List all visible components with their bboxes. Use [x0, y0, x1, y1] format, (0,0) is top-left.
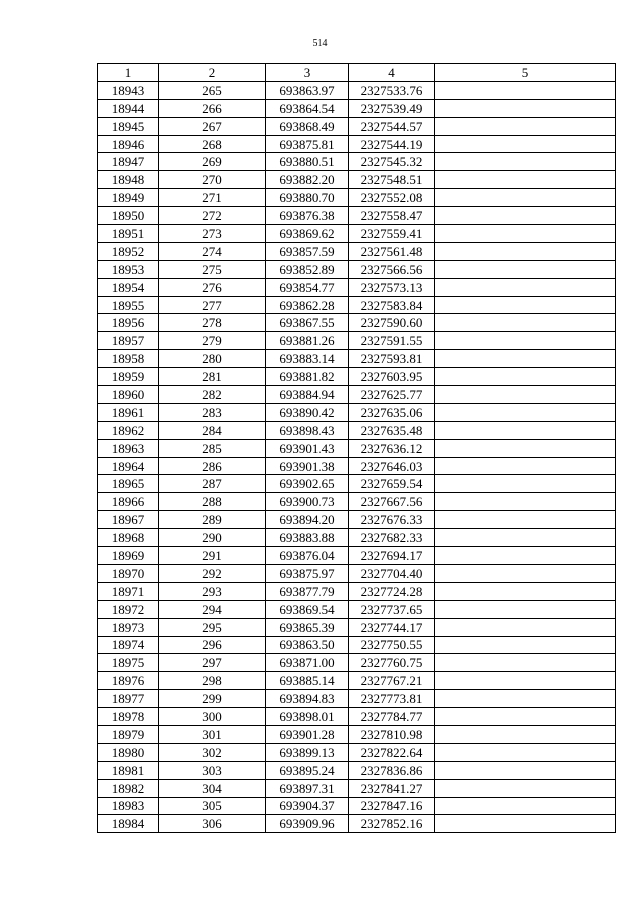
y-coordinate-cell: 2327559.41 — [349, 225, 435, 243]
table-row — [98, 296, 616, 314]
table-row — [98, 690, 616, 708]
point-number-cell: 18956 — [98, 314, 159, 332]
vertex-index-cell: 281 — [159, 368, 266, 386]
x-coordinate-cell: 693865.39 — [266, 618, 349, 636]
point-number-cell: 18948 — [98, 171, 159, 189]
point-number-cell: 18960 — [98, 386, 159, 404]
vertex-index-cell: 296 — [159, 636, 266, 654]
table-row — [98, 260, 616, 278]
vertex-index-cell: 276 — [159, 278, 266, 296]
y-coordinate-cell: 2327573.13 — [349, 278, 435, 296]
x-coordinate-cell: 693864.54 — [266, 99, 349, 117]
note-cell — [435, 225, 616, 243]
note-cell — [435, 350, 616, 368]
x-coordinate-cell: 693876.04 — [266, 547, 349, 565]
y-coordinate-cell: 2327552.08 — [349, 189, 435, 207]
note-cell — [435, 99, 616, 117]
table-row — [98, 314, 616, 332]
x-coordinate-cell: 693909.96 — [266, 815, 349, 833]
coordinates-table — [97, 63, 616, 833]
table-row — [98, 135, 616, 153]
point-number-cell: 18945 — [98, 117, 159, 135]
point-number-cell: 18962 — [98, 421, 159, 439]
x-coordinate-cell: 693883.14 — [266, 350, 349, 368]
vertex-index-cell: 293 — [159, 582, 266, 600]
y-coordinate-cell: 2327591.55 — [349, 332, 435, 350]
x-coordinate-cell: 693880.70 — [266, 189, 349, 207]
table-row — [98, 439, 616, 457]
y-coordinate-cell: 2327822.64 — [349, 743, 435, 761]
vertex-index-cell: 267 — [159, 117, 266, 135]
point-number-cell: 18972 — [98, 600, 159, 618]
x-coordinate-cell: 693854.77 — [266, 278, 349, 296]
point-number-cell: 18943 — [98, 81, 159, 99]
x-coordinate-cell: 693871.00 — [266, 654, 349, 672]
x-coordinate-cell: 693898.01 — [266, 708, 349, 726]
y-coordinate-cell: 2327593.81 — [349, 350, 435, 368]
table-row — [98, 725, 616, 743]
table-row — [98, 582, 616, 600]
table-row — [98, 242, 616, 260]
point-number-cell: 18947 — [98, 153, 159, 171]
y-coordinate-cell: 2327841.27 — [349, 779, 435, 797]
note-cell — [435, 690, 616, 708]
vertex-index-cell: 265 — [159, 81, 266, 99]
point-number-cell: 18984 — [98, 815, 159, 833]
note-cell — [435, 332, 616, 350]
vertex-index-cell: 291 — [159, 547, 266, 565]
table-row — [98, 743, 616, 761]
vertex-index-cell: 286 — [159, 457, 266, 475]
vertex-index-cell: 305 — [159, 797, 266, 815]
note-cell — [435, 403, 616, 421]
y-coordinate-cell: 2327767.21 — [349, 672, 435, 690]
table-row — [98, 153, 616, 171]
y-coordinate-cell: 2327810.98 — [349, 725, 435, 743]
table-row — [98, 761, 616, 779]
note-cell — [435, 278, 616, 296]
vertex-index-cell: 300 — [159, 708, 266, 726]
y-coordinate-cell: 2327583.84 — [349, 296, 435, 314]
vertex-index-cell: 266 — [159, 99, 266, 117]
point-number-cell: 18958 — [98, 350, 159, 368]
note-cell — [435, 153, 616, 171]
x-coordinate-cell: 693894.83 — [266, 690, 349, 708]
table-row — [98, 189, 616, 207]
column-header-1: 1 — [98, 64, 159, 82]
table-row — [98, 815, 616, 833]
note-cell — [435, 135, 616, 153]
vertex-index-cell: 289 — [159, 511, 266, 529]
column-header-2: 2 — [159, 64, 266, 82]
vertex-index-cell: 297 — [159, 654, 266, 672]
table-row — [98, 493, 616, 511]
vertex-index-cell: 294 — [159, 600, 266, 618]
table-row — [98, 278, 616, 296]
vertex-index-cell: 284 — [159, 421, 266, 439]
point-number-cell: 18971 — [98, 582, 159, 600]
table-row — [98, 386, 616, 404]
point-number-cell: 18982 — [98, 779, 159, 797]
point-number-cell: 18980 — [98, 743, 159, 761]
table-row — [98, 332, 616, 350]
page-number: 514 — [312, 38, 328, 49]
column-header-3: 3 — [266, 64, 349, 82]
note-cell — [435, 439, 616, 457]
vertex-index-cell: 303 — [159, 761, 266, 779]
point-number-cell: 18957 — [98, 332, 159, 350]
table-row — [98, 618, 616, 636]
point-number-cell: 18983 — [98, 797, 159, 815]
vertex-index-cell: 271 — [159, 189, 266, 207]
table-row — [98, 171, 616, 189]
note-cell — [435, 189, 616, 207]
y-coordinate-cell: 2327760.75 — [349, 654, 435, 672]
x-coordinate-cell: 693883.88 — [266, 529, 349, 547]
table-row — [98, 350, 616, 368]
note-cell — [435, 260, 616, 278]
note-cell — [435, 457, 616, 475]
table-row — [98, 368, 616, 386]
vertex-index-cell: 279 — [159, 332, 266, 350]
x-coordinate-cell: 693904.37 — [266, 797, 349, 815]
x-coordinate-cell: 693876.38 — [266, 207, 349, 225]
y-coordinate-cell: 2327544.19 — [349, 135, 435, 153]
table-row — [98, 797, 616, 815]
point-number-cell: 18974 — [98, 636, 159, 654]
vertex-index-cell: 302 — [159, 743, 266, 761]
point-number-cell: 18954 — [98, 278, 159, 296]
note-cell — [435, 475, 616, 493]
y-coordinate-cell: 2327635.48 — [349, 421, 435, 439]
point-number-cell: 18978 — [98, 708, 159, 726]
x-coordinate-cell: 693877.79 — [266, 582, 349, 600]
x-coordinate-cell: 693894.20 — [266, 511, 349, 529]
point-number-cell: 18953 — [98, 260, 159, 278]
x-coordinate-cell: 693875.97 — [266, 564, 349, 582]
vertex-index-cell: 295 — [159, 618, 266, 636]
y-coordinate-cell: 2327646.03 — [349, 457, 435, 475]
x-coordinate-cell: 693882.20 — [266, 171, 349, 189]
vertex-index-cell: 283 — [159, 403, 266, 421]
y-coordinate-cell: 2327566.56 — [349, 260, 435, 278]
note-cell — [435, 529, 616, 547]
point-number-cell: 18952 — [98, 242, 159, 260]
note-cell — [435, 511, 616, 529]
y-coordinate-cell: 2327544.57 — [349, 117, 435, 135]
vertex-index-cell: 280 — [159, 350, 266, 368]
vertex-index-cell: 272 — [159, 207, 266, 225]
vertex-index-cell: 287 — [159, 475, 266, 493]
table-row — [98, 779, 616, 797]
x-coordinate-cell: 693885.14 — [266, 672, 349, 690]
note-cell — [435, 314, 616, 332]
vertex-index-cell: 268 — [159, 135, 266, 153]
note-cell — [435, 725, 616, 743]
table-row — [98, 475, 616, 493]
note-cell — [435, 779, 616, 797]
vertex-index-cell: 298 — [159, 672, 266, 690]
column-header-4: 4 — [349, 64, 435, 82]
vertex-index-cell: 277 — [159, 296, 266, 314]
point-number-cell: 18965 — [98, 475, 159, 493]
column-header-5: 5 — [435, 64, 616, 82]
x-coordinate-cell: 693890.42 — [266, 403, 349, 421]
note-cell — [435, 171, 616, 189]
x-coordinate-cell: 693869.54 — [266, 600, 349, 618]
table-row — [98, 636, 616, 654]
x-coordinate-cell: 693902.65 — [266, 475, 349, 493]
point-number-cell: 18951 — [98, 225, 159, 243]
table-row — [98, 564, 616, 582]
table-row — [98, 654, 616, 672]
y-coordinate-cell: 2327694.17 — [349, 547, 435, 565]
vertex-index-cell: 290 — [159, 529, 266, 547]
x-coordinate-cell: 693898.43 — [266, 421, 349, 439]
point-number-cell: 18967 — [98, 511, 159, 529]
table-row — [98, 529, 616, 547]
note-cell — [435, 493, 616, 511]
y-coordinate-cell: 2327548.51 — [349, 171, 435, 189]
y-coordinate-cell: 2327852.16 — [349, 815, 435, 833]
y-coordinate-cell: 2327750.55 — [349, 636, 435, 654]
point-number-cell: 18977 — [98, 690, 159, 708]
note-cell — [435, 618, 616, 636]
y-coordinate-cell: 2327561.48 — [349, 242, 435, 260]
note-cell — [435, 636, 616, 654]
x-coordinate-cell: 693880.51 — [266, 153, 349, 171]
y-coordinate-cell: 2327539.49 — [349, 99, 435, 117]
table-row — [98, 421, 616, 439]
note-cell — [435, 797, 616, 815]
vertex-index-cell: 292 — [159, 564, 266, 582]
vertex-index-cell: 274 — [159, 242, 266, 260]
y-coordinate-cell: 2327676.33 — [349, 511, 435, 529]
table-row — [98, 403, 616, 421]
table-row — [98, 207, 616, 225]
x-coordinate-cell: 693863.97 — [266, 81, 349, 99]
vertex-index-cell: 288 — [159, 493, 266, 511]
y-coordinate-cell: 2327635.06 — [349, 403, 435, 421]
note-cell — [435, 815, 616, 833]
note-cell — [435, 296, 616, 314]
point-number-cell: 18968 — [98, 529, 159, 547]
header-row — [98, 64, 616, 82]
x-coordinate-cell: 693867.55 — [266, 314, 349, 332]
x-coordinate-cell: 693857.59 — [266, 242, 349, 260]
y-coordinate-cell: 2327847.16 — [349, 797, 435, 815]
table-row — [98, 708, 616, 726]
note-cell — [435, 582, 616, 600]
note-cell — [435, 672, 616, 690]
note-cell — [435, 761, 616, 779]
y-coordinate-cell: 2327558.47 — [349, 207, 435, 225]
x-coordinate-cell: 693869.62 — [266, 225, 349, 243]
note-cell — [435, 421, 616, 439]
vertex-index-cell: 278 — [159, 314, 266, 332]
y-coordinate-cell: 2327625.77 — [349, 386, 435, 404]
x-coordinate-cell: 693881.26 — [266, 332, 349, 350]
point-number-cell: 18975 — [98, 654, 159, 672]
y-coordinate-cell: 2327545.32 — [349, 153, 435, 171]
y-coordinate-cell: 2327744.17 — [349, 618, 435, 636]
vertex-index-cell: 304 — [159, 779, 266, 797]
x-coordinate-cell: 693875.81 — [266, 135, 349, 153]
point-number-cell: 18969 — [98, 547, 159, 565]
vertex-index-cell: 270 — [159, 171, 266, 189]
note-cell — [435, 547, 616, 565]
x-coordinate-cell: 693884.94 — [266, 386, 349, 404]
table-row — [98, 672, 616, 690]
point-number-cell: 18963 — [98, 439, 159, 457]
vertex-index-cell: 299 — [159, 690, 266, 708]
table-row — [98, 600, 616, 618]
x-coordinate-cell: 693863.50 — [266, 636, 349, 654]
note-cell — [435, 207, 616, 225]
table-body — [98, 81, 616, 832]
y-coordinate-cell: 2327836.86 — [349, 761, 435, 779]
point-number-cell: 18964 — [98, 457, 159, 475]
point-number-cell: 18966 — [98, 493, 159, 511]
note-cell — [435, 743, 616, 761]
y-coordinate-cell: 2327636.12 — [349, 439, 435, 457]
point-number-cell: 18976 — [98, 672, 159, 690]
x-coordinate-cell: 693852.89 — [266, 260, 349, 278]
x-coordinate-cell: 693862.28 — [266, 296, 349, 314]
note-cell — [435, 600, 616, 618]
vertex-index-cell: 275 — [159, 260, 266, 278]
y-coordinate-cell: 2327659.54 — [349, 475, 435, 493]
y-coordinate-cell: 2327682.33 — [349, 529, 435, 547]
vertex-index-cell: 301 — [159, 725, 266, 743]
table-row — [98, 81, 616, 99]
point-number-cell: 18981 — [98, 761, 159, 779]
note-cell — [435, 368, 616, 386]
table-row — [98, 457, 616, 475]
y-coordinate-cell: 2327667.56 — [349, 493, 435, 511]
y-coordinate-cell: 2327603.95 — [349, 368, 435, 386]
point-number-cell: 18970 — [98, 564, 159, 582]
x-coordinate-cell: 693901.28 — [266, 725, 349, 743]
vertex-index-cell: 269 — [159, 153, 266, 171]
note-cell — [435, 117, 616, 135]
table-row — [98, 117, 616, 135]
vertex-index-cell: 285 — [159, 439, 266, 457]
x-coordinate-cell: 693897.31 — [266, 779, 349, 797]
table-row — [98, 547, 616, 565]
x-coordinate-cell: 693901.43 — [266, 439, 349, 457]
y-coordinate-cell: 2327533.76 — [349, 81, 435, 99]
x-coordinate-cell: 693901.38 — [266, 457, 349, 475]
x-coordinate-cell: 693868.49 — [266, 117, 349, 135]
point-number-cell: 18946 — [98, 135, 159, 153]
point-number-cell: 18961 — [98, 403, 159, 421]
point-number-cell: 18973 — [98, 618, 159, 636]
point-number-cell: 18979 — [98, 725, 159, 743]
x-coordinate-cell: 693895.24 — [266, 761, 349, 779]
table-row — [98, 225, 616, 243]
table-row — [98, 99, 616, 117]
y-coordinate-cell: 2327737.65 — [349, 600, 435, 618]
y-coordinate-cell: 2327773.81 — [349, 690, 435, 708]
note-cell — [435, 654, 616, 672]
y-coordinate-cell: 2327724.28 — [349, 582, 435, 600]
table-header — [98, 64, 616, 82]
point-number-cell: 18955 — [98, 296, 159, 314]
note-cell — [435, 81, 616, 99]
note-cell — [435, 708, 616, 726]
vertex-index-cell: 273 — [159, 225, 266, 243]
note-cell — [435, 564, 616, 582]
vertex-index-cell: 282 — [159, 386, 266, 404]
table-row — [98, 511, 616, 529]
x-coordinate-cell: 693900.73 — [266, 493, 349, 511]
point-number-cell: 18949 — [98, 189, 159, 207]
x-coordinate-cell: 693881.82 — [266, 368, 349, 386]
y-coordinate-cell: 2327704.40 — [349, 564, 435, 582]
note-cell — [435, 386, 616, 404]
point-number-cell: 18944 — [98, 99, 159, 117]
note-cell — [435, 242, 616, 260]
point-number-cell: 18950 — [98, 207, 159, 225]
y-coordinate-cell: 2327784.77 — [349, 708, 435, 726]
point-number-cell: 18959 — [98, 368, 159, 386]
vertex-index-cell: 306 — [159, 815, 266, 833]
y-coordinate-cell: 2327590.60 — [349, 314, 435, 332]
x-coordinate-cell: 693899.13 — [266, 743, 349, 761]
